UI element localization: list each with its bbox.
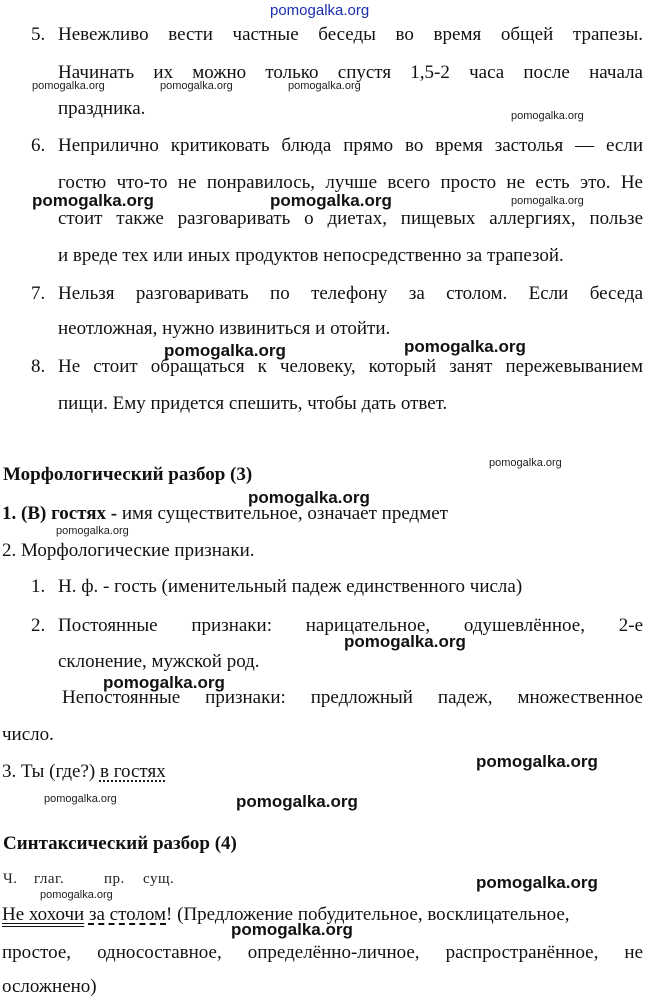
synt-heading: Синтаксический разбор (4) — [3, 833, 237, 854]
list-line-5c: праздника. — [58, 98, 146, 119]
watermark-small-8: pomogalka.org — [44, 793, 117, 805]
list-line-7b: неотложная, нужно извиниться и отойти. — [58, 318, 391, 339]
morph-sub-number-2: 2. — [31, 615, 46, 636]
morph-sub-2a: Постоянные признаки: нарицательное, одушевлённое, 2-е — [58, 615, 643, 636]
list-line-7a: Нельзя разговаривать по телефону за столом. Если беседа — [58, 283, 643, 304]
watermark-small-1: pomogalka.org — [32, 80, 105, 92]
synt-line-3: осложнено) — [2, 976, 97, 997]
watermark-small-6: pomogalka.org — [489, 457, 562, 469]
morph-point-3-phrase: в гостях — [99, 761, 166, 782]
watermark-small-7: pomogalka.org — [56, 525, 129, 537]
morph-point-1-text: имя существительное, означает предмет — [117, 503, 448, 524]
watermark-large-6: pomogalka.org — [344, 632, 466, 651]
synt-predicate: Не хохочи — [2, 904, 85, 925]
watermark-large-3: pomogalka.org — [164, 341, 286, 360]
list-number-6: 6. — [31, 135, 46, 156]
watermark-large-8: pomogalka.org — [476, 752, 598, 771]
watermark-small-5: pomogalka.org — [511, 195, 584, 207]
morph-sub-3a: Непостоянные признаки: предложный падеж, множественное — [62, 687, 643, 708]
watermark-large-4: pomogalka.org — [404, 337, 526, 356]
list-line-5a: Невежливо вести частные беседы во время общей трапезы. — [58, 24, 643, 45]
morph-sub-1: Н. ф. - гость (именительный падеж единственного числа) — [58, 576, 523, 597]
annotation-glag: глаг. — [34, 871, 65, 887]
watermark-small-4: pomogalka.org — [511, 110, 584, 122]
watermark-small-9: pomogalka.org — [40, 889, 113, 901]
morph-point-1 — [2, 503, 448, 525]
list-line-5b: Начинать их можно только спустя 1,5-2 часа после начала — [58, 62, 643, 83]
watermark-large-10: pomogalka.org — [476, 873, 598, 892]
list-line-8a: Не стоит обращаться к человеку, который занят пережевыванием — [58, 356, 643, 377]
list-number-5: 5. — [31, 24, 46, 45]
morph-heading: Морфологический разбор (3) — [3, 464, 253, 485]
list-line-8b: пищи. Ему придется спешить, чтобы дать ответ. — [58, 393, 448, 414]
synt-adverbial: за столом — [88, 904, 167, 925]
morph-point-3-text: 3. Ты (где?) — [2, 761, 100, 782]
watermark-large-11: pomogalka.org — [231, 920, 353, 939]
list-number-8: 8. — [31, 356, 46, 377]
list-line-6d: и вреде тех или иных продуктов непосредственно за трапезой. — [58, 245, 564, 266]
morph-point-2: 2. Морфологические признаки. — [2, 540, 255, 561]
watermark-large-5: pomogalka.org — [248, 488, 370, 507]
watermark-small-3: pomogalka.org — [288, 80, 361, 92]
watermark-large-1: pomogalka.org — [32, 191, 154, 210]
morph-sub-number-1: 1. — [31, 576, 46, 597]
morph-point-3 — [2, 761, 166, 783]
synt-sentence-rest: ! (Предложение побудительное, восклицательное, — [166, 904, 570, 925]
watermark-top: pomogalka.org — [270, 2, 370, 19]
morph-word: 1. (В) гостях - — [2, 503, 118, 524]
morph-sub-2b: склонение, мужской род. — [58, 651, 260, 672]
list-line-6c: стоит также разговаривать о диетах, пищевых аллергиях, пользе — [58, 208, 643, 229]
annotation-ch: Ч. — [3, 871, 18, 887]
watermark-large-7: pomogalka.org — [103, 673, 225, 692]
annotation-sush: сущ. — [143, 871, 175, 887]
watermark-large-2: pomogalka.org — [270, 191, 392, 210]
morph-sub-3b: число. — [2, 724, 54, 745]
watermark-small-2: pomogalka.org — [160, 80, 233, 92]
synt-line-2: простое, односоставное, определённо-личное, распространённое, не — [2, 942, 643, 963]
annotation-pr: пр. — [104, 871, 125, 887]
list-number-7: 7. — [31, 283, 46, 304]
watermark-large-9: pomogalka.org — [236, 792, 358, 811]
list-line-6a: Неприлично критиковать блюда прямо во время застолья — если — [58, 135, 643, 156]
list-line-6b: гостю что-то не понравилось, лучше всего просто не есть это. Не — [58, 172, 643, 193]
